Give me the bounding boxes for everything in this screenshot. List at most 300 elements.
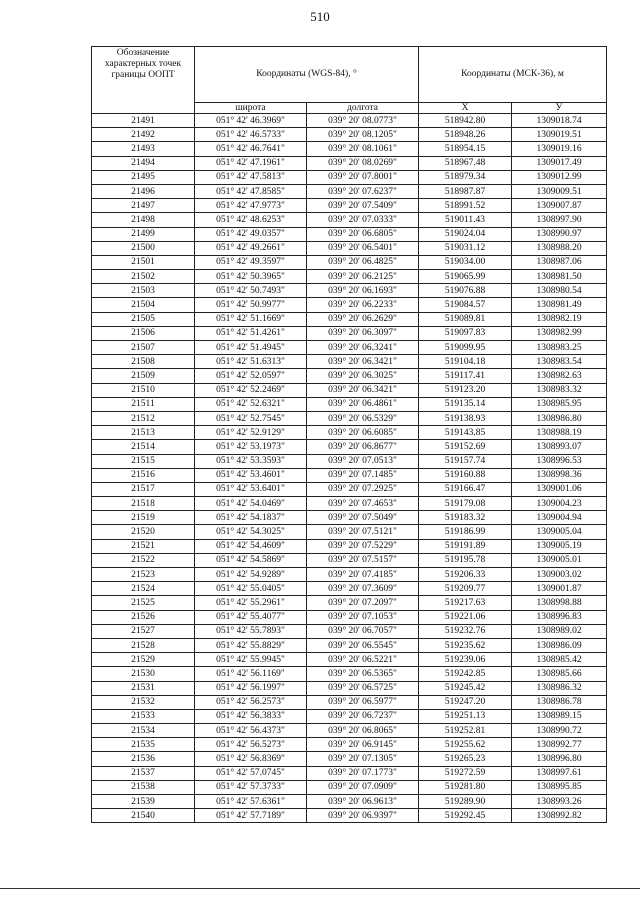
- header-longitude: долгота: [307, 103, 419, 114]
- cell-latitude: 051° 42' 56.5273": [195, 738, 307, 752]
- cell-y: 1308981.50: [512, 270, 607, 284]
- cell-latitude: 051° 42' 56.4373": [195, 724, 307, 738]
- cell-x: 519135.14: [419, 397, 512, 411]
- cell-y: 1308989.15: [512, 709, 607, 723]
- table-row: [92, 709, 607, 723]
- cell-x: 519138.93: [419, 411, 512, 425]
- cell-y: 1309019.16: [512, 142, 607, 156]
- cell-point-id: 21520: [92, 525, 195, 539]
- cell-y: 1308983.32: [512, 383, 607, 397]
- cell-y: 1308985.95: [512, 397, 607, 411]
- cell-latitude: 051° 42' 57.3733": [195, 780, 307, 794]
- cell-longitude: 039° 20' 06.5221": [307, 653, 419, 667]
- cell-x: 518979.34: [419, 170, 512, 184]
- cell-x: 519235.62: [419, 638, 512, 652]
- cell-latitude: 051° 42' 57.7189": [195, 809, 307, 823]
- cell-point-id: 21528: [92, 638, 195, 652]
- cell-y: 1308982.99: [512, 326, 607, 340]
- cell-y: 1309005.19: [512, 539, 607, 553]
- cell-latitude: 051° 42' 52.9129": [195, 426, 307, 440]
- cell-x: 519239.06: [419, 653, 512, 667]
- cell-longitude: 039° 20' 06.3421": [307, 355, 419, 369]
- cell-point-id: 21503: [92, 284, 195, 298]
- cell-x: 519179.08: [419, 497, 512, 511]
- cell-longitude: 039° 20' 06.5725": [307, 681, 419, 695]
- table-row: [92, 284, 607, 298]
- cell-latitude: 051° 42' 54.4609": [195, 539, 307, 553]
- cell-y: 1309019.51: [512, 128, 607, 142]
- table-body: [92, 114, 607, 823]
- cell-latitude: 051° 42' 57.6361": [195, 795, 307, 809]
- cell-latitude: 051° 42' 48.6253": [195, 213, 307, 227]
- cell-y: 1309005.01: [512, 553, 607, 567]
- cell-point-id: 21535: [92, 738, 195, 752]
- cell-longitude: 039° 20' 06.7057": [307, 624, 419, 638]
- cell-point-id: 21524: [92, 582, 195, 596]
- cell-longitude: 039° 20' 06.4825": [307, 255, 419, 269]
- cell-longitude: 039° 20' 07.5229": [307, 539, 419, 553]
- cell-longitude: 039° 20' 06.2125": [307, 270, 419, 284]
- cell-x: 519031.12: [419, 241, 512, 255]
- cell-x: 519247.20: [419, 695, 512, 709]
- cell-latitude: 051° 42' 50.7493": [195, 284, 307, 298]
- cell-x: 518967.48: [419, 156, 512, 170]
- header-msk36: Координаты (МСК-36), м: [419, 47, 607, 103]
- cell-point-id: 21518: [92, 497, 195, 511]
- cell-y: 1308992.77: [512, 738, 607, 752]
- cell-y: 1308987.06: [512, 255, 607, 269]
- cell-longitude: 039° 20' 07.1485": [307, 468, 419, 482]
- cell-longitude: 039° 20' 07.1053": [307, 610, 419, 624]
- cell-point-id: 21502: [92, 270, 195, 284]
- page-number: 510: [310, 9, 330, 24]
- cell-longitude: 039° 20' 06.5977": [307, 695, 419, 709]
- cell-y: 1308986.32: [512, 681, 607, 695]
- table-row: [92, 312, 607, 326]
- cell-point-id: 21509: [92, 369, 195, 383]
- table-row: [92, 341, 607, 355]
- cell-latitude: 051° 42' 46.3969": [195, 114, 307, 128]
- cell-latitude: 051° 42' 49.3597": [195, 255, 307, 269]
- cell-point-id: 21526: [92, 610, 195, 624]
- cell-y: 1309012.99: [512, 170, 607, 184]
- cell-y: 1308988.20: [512, 241, 607, 255]
- cell-latitude: 051° 42' 47.8585": [195, 184, 307, 198]
- cell-y: 1309001.87: [512, 582, 607, 596]
- cell-latitude: 051° 42' 51.1669": [195, 312, 307, 326]
- cell-y: 1308996.83: [512, 610, 607, 624]
- cell-x: 519195.78: [419, 553, 512, 567]
- cell-latitude: 051° 42' 55.2961": [195, 596, 307, 610]
- cell-latitude: 051° 42' 49.2661": [195, 241, 307, 255]
- cell-point-id: 21514: [92, 440, 195, 454]
- cell-point-id: 21534: [92, 724, 195, 738]
- cell-x: 519281.80: [419, 780, 512, 794]
- cell-latitude: 051° 42' 56.2573": [195, 695, 307, 709]
- cell-point-id: 21517: [92, 482, 195, 496]
- cell-point-id: 21499: [92, 227, 195, 241]
- table-row: [92, 270, 607, 284]
- cell-latitude: 051° 42' 54.0469": [195, 497, 307, 511]
- cell-point-id: 21495: [92, 170, 195, 184]
- cell-latitude: 051° 42' 55.8829": [195, 638, 307, 652]
- table-row: [92, 184, 607, 198]
- cell-latitude: 051° 42' 46.7641": [195, 142, 307, 156]
- cell-longitude: 039° 20' 07.1773": [307, 766, 419, 780]
- cell-longitude: 039° 20' 06.3097": [307, 326, 419, 340]
- cell-point-id: 21492: [92, 128, 195, 142]
- cell-longitude: 039° 20' 06.5365": [307, 667, 419, 681]
- header-latitude: широта: [195, 103, 307, 114]
- cell-y: 1309003.02: [512, 568, 607, 582]
- table-row: [92, 369, 607, 383]
- cell-y: 1308990.72: [512, 724, 607, 738]
- table-row: [92, 610, 607, 624]
- table-row: [92, 142, 607, 156]
- cell-longitude: 039° 20' 07.2097": [307, 596, 419, 610]
- cell-point-id: 21536: [92, 752, 195, 766]
- table-row: [92, 326, 607, 340]
- cell-x: 519143.85: [419, 426, 512, 440]
- bottom-divider: [0, 888, 640, 889]
- cell-longitude: 039° 20' 07.5157": [307, 553, 419, 567]
- cell-x: 519186.99: [419, 525, 512, 539]
- cell-y: 1309009.51: [512, 184, 607, 198]
- cell-point-id: 21530: [92, 667, 195, 681]
- cell-latitude: 051° 42' 55.9945": [195, 653, 307, 667]
- cell-latitude: 051° 42' 55.4077": [195, 610, 307, 624]
- cell-x: 519191.89: [419, 539, 512, 553]
- table-row: [92, 454, 607, 468]
- cell-longitude: 039° 20' 07.8001": [307, 170, 419, 184]
- cell-latitude: 051° 42' 54.5869": [195, 553, 307, 567]
- cell-x: 519265.23: [419, 752, 512, 766]
- table-row: [92, 724, 607, 738]
- cell-longitude: 039° 20' 08.1061": [307, 142, 419, 156]
- cell-y: 1309001.06: [512, 482, 607, 496]
- table-row: [92, 411, 607, 425]
- cell-y: 1308982.19: [512, 312, 607, 326]
- cell-x: 519289.90: [419, 795, 512, 809]
- table-row: [92, 511, 607, 525]
- header-point-id: [92, 47, 195, 114]
- table-row: [92, 596, 607, 610]
- cell-point-id: 21523: [92, 568, 195, 582]
- cell-point-id: 21538: [92, 780, 195, 794]
- cell-point-id: 21519: [92, 511, 195, 525]
- cell-point-id: 21493: [92, 142, 195, 156]
- table-row: [92, 624, 607, 638]
- cell-x: 519097.83: [419, 326, 512, 340]
- cell-y: 1308990.97: [512, 227, 607, 241]
- cell-y: 1309004.94: [512, 511, 607, 525]
- cell-longitude: 039° 20' 06.2629": [307, 312, 419, 326]
- table-row: [92, 114, 607, 128]
- table-row: [92, 298, 607, 312]
- cell-latitude: 051° 42' 52.2469": [195, 383, 307, 397]
- cell-longitude: 039° 20' 06.9613": [307, 795, 419, 809]
- cell-x: 519157.74: [419, 454, 512, 468]
- cell-y: 1308995.85: [512, 780, 607, 794]
- cell-y: 1308986.09: [512, 638, 607, 652]
- cell-y: 1309018.74: [512, 114, 607, 128]
- table-row: [92, 255, 607, 269]
- header-wgs84: Координаты (WGS-84), °: [195, 47, 419, 103]
- cell-y: 1308992.82: [512, 809, 607, 823]
- cell-point-id: 21504: [92, 298, 195, 312]
- cell-longitude: 039° 20' 07.2925": [307, 482, 419, 496]
- table-row: [92, 695, 607, 709]
- cell-y: 1308996.80: [512, 752, 607, 766]
- cell-latitude: 051° 42' 54.3025": [195, 525, 307, 539]
- cell-longitude: 039° 20' 06.3241": [307, 341, 419, 355]
- cell-latitude: 051° 42' 53.1973": [195, 440, 307, 454]
- table-row: [92, 795, 607, 809]
- cell-longitude: 039° 20' 06.5329": [307, 411, 419, 425]
- cell-latitude: 051° 42' 52.7545": [195, 411, 307, 425]
- cell-point-id: 21494: [92, 156, 195, 170]
- table-row: [92, 525, 607, 539]
- cell-y: 1308997.90: [512, 213, 607, 227]
- cell-x: 518987.87: [419, 184, 512, 198]
- cell-x: 519104.18: [419, 355, 512, 369]
- cell-longitude: 039° 20' 07.0513": [307, 454, 419, 468]
- cell-longitude: 039° 20' 06.5401": [307, 241, 419, 255]
- table-row: [92, 653, 607, 667]
- table-row: [92, 199, 607, 213]
- cell-longitude: 039° 20' 06.3025": [307, 369, 419, 383]
- cell-y: 1309004.23: [512, 497, 607, 511]
- cell-y: 1308997.61: [512, 766, 607, 780]
- cell-x: 519166.47: [419, 482, 512, 496]
- table-row: [92, 468, 607, 482]
- cell-longitude: 039° 20' 07.0333": [307, 213, 419, 227]
- cell-y: 1308982.63: [512, 369, 607, 383]
- cell-longitude: 039° 20' 07.3609": [307, 582, 419, 596]
- cell-x: 519034.00: [419, 255, 512, 269]
- cell-latitude: 051° 42' 57.0745": [195, 766, 307, 780]
- cell-y: 1308980.54: [512, 284, 607, 298]
- cell-longitude: 039° 20' 07.4653": [307, 497, 419, 511]
- cell-latitude: 051° 42' 54.1837": [195, 511, 307, 525]
- cell-y: 1308996.53: [512, 454, 607, 468]
- coordinates-table: [91, 46, 607, 823]
- cell-point-id: 21510: [92, 383, 195, 397]
- cell-point-id: 21511: [92, 397, 195, 411]
- table-row: [92, 397, 607, 411]
- cell-x: 519089.81: [419, 312, 512, 326]
- table-row: [92, 568, 607, 582]
- cell-x: 519242.85: [419, 667, 512, 681]
- cell-point-id: 21537: [92, 766, 195, 780]
- cell-longitude: 039° 20' 06.3421": [307, 383, 419, 397]
- cell-longitude: 039° 20' 08.0773": [307, 114, 419, 128]
- cell-point-id: 21500: [92, 241, 195, 255]
- cell-longitude: 039° 20' 06.4861": [307, 397, 419, 411]
- table-row: [92, 766, 607, 780]
- cell-x: 518942.80: [419, 114, 512, 128]
- cell-longitude: 039° 20' 06.6805": [307, 227, 419, 241]
- cell-longitude: 039° 20' 08.0269": [307, 156, 419, 170]
- cell-x: 518954.15: [419, 142, 512, 156]
- cell-x: 519160.88: [419, 468, 512, 482]
- cell-x: 519183.32: [419, 511, 512, 525]
- cell-latitude: 051° 42' 50.3965": [195, 270, 307, 284]
- cell-point-id: 21515: [92, 454, 195, 468]
- cell-x: 519065.99: [419, 270, 512, 284]
- cell-y: 1309005.04: [512, 525, 607, 539]
- cell-latitude: 051° 42' 47.5813": [195, 170, 307, 184]
- cell-x: 518991.52: [419, 199, 512, 213]
- cell-latitude: 051° 42' 55.0405": [195, 582, 307, 596]
- table-row: [92, 667, 607, 681]
- cell-latitude: 051° 42' 52.6321": [195, 397, 307, 411]
- cell-latitude: 051° 42' 56.1997": [195, 681, 307, 695]
- cell-x: 519292.45: [419, 809, 512, 823]
- cell-longitude: 039° 20' 07.5409": [307, 199, 419, 213]
- cell-x: 519123.20: [419, 383, 512, 397]
- cell-x: 519117.41: [419, 369, 512, 383]
- cell-longitude: 039° 20' 06.7237": [307, 709, 419, 723]
- cell-longitude: 039° 20' 06.2233": [307, 298, 419, 312]
- cell-point-id: 21532: [92, 695, 195, 709]
- table-row: [92, 752, 607, 766]
- cell-longitude: 039° 20' 07.0909": [307, 780, 419, 794]
- cell-x: 519255.62: [419, 738, 512, 752]
- cell-y: 1308983.25: [512, 341, 607, 355]
- table-row: [92, 156, 607, 170]
- cell-x: 519152.69: [419, 440, 512, 454]
- cell-x: 519217.63: [419, 596, 512, 610]
- cell-point-id: 21540: [92, 809, 195, 823]
- cell-point-id: 21522: [92, 553, 195, 567]
- table-row: [92, 497, 607, 511]
- cell-x: 519076.88: [419, 284, 512, 298]
- table-row: [92, 170, 607, 184]
- cell-latitude: 051° 42' 51.4945": [195, 341, 307, 355]
- cell-y: 1308998.88: [512, 596, 607, 610]
- cell-point-id: 21539: [92, 795, 195, 809]
- cell-point-id: 21506: [92, 326, 195, 340]
- table-row: [92, 383, 607, 397]
- table-row: [92, 681, 607, 695]
- cell-longitude: 039° 20' 06.8065": [307, 724, 419, 738]
- cell-latitude: 051° 42' 56.3833": [195, 709, 307, 723]
- cell-longitude: 039° 20' 06.8677": [307, 440, 419, 454]
- cell-point-id: 21508: [92, 355, 195, 369]
- cell-point-id: 21505: [92, 312, 195, 326]
- table-row: [92, 426, 607, 440]
- cell-point-id: 21531: [92, 681, 195, 695]
- cell-x: 519252.81: [419, 724, 512, 738]
- cell-longitude: 039° 20' 07.4185": [307, 568, 419, 582]
- cell-latitude: 051° 42' 53.3593": [195, 454, 307, 468]
- cell-latitude: 051° 42' 53.6401": [195, 482, 307, 496]
- cell-x: 519245.42: [419, 681, 512, 695]
- cell-point-id: 21516: [92, 468, 195, 482]
- table-row: [92, 809, 607, 823]
- cell-x: 519251.13: [419, 709, 512, 723]
- cell-x: 519221.06: [419, 610, 512, 624]
- cell-longitude: 039° 20' 06.6085": [307, 426, 419, 440]
- header-x: X: [419, 103, 512, 114]
- cell-point-id: 21525: [92, 596, 195, 610]
- cell-x: 519206.33: [419, 568, 512, 582]
- cell-longitude: 039° 20' 08.1205": [307, 128, 419, 142]
- cell-x: 519011.43: [419, 213, 512, 227]
- cell-y: 1308985.42: [512, 653, 607, 667]
- table-row: [92, 440, 607, 454]
- cell-x: 519232.76: [419, 624, 512, 638]
- cell-point-id: 21501: [92, 255, 195, 269]
- cell-x: 519099.95: [419, 341, 512, 355]
- cell-y: 1308998.36: [512, 468, 607, 482]
- cell-y: 1308985.66: [512, 667, 607, 681]
- table-row: [92, 355, 607, 369]
- cell-latitude: 051° 42' 49.0357": [195, 227, 307, 241]
- cell-x: 519084.57: [419, 298, 512, 312]
- cell-point-id: 21527: [92, 624, 195, 638]
- header-point-id-text: Обозначение характерных точек границы ООПТ: [104, 48, 182, 80]
- cell-longitude: 039° 20' 07.5049": [307, 511, 419, 525]
- cell-point-id: 21497: [92, 199, 195, 213]
- cell-y: 1308981.49: [512, 298, 607, 312]
- cell-point-id: 21512: [92, 411, 195, 425]
- table-row: [92, 582, 607, 596]
- cell-latitude: 051° 42' 56.8369": [195, 752, 307, 766]
- cell-latitude: 051° 42' 50.9977": [195, 298, 307, 312]
- cell-longitude: 039° 20' 06.9145": [307, 738, 419, 752]
- cell-x: 519209.77: [419, 582, 512, 596]
- cell-latitude: 051° 42' 54.9289": [195, 568, 307, 582]
- cell-point-id: 21529: [92, 653, 195, 667]
- cell-longitude: 039° 20' 07.5121": [307, 525, 419, 539]
- cell-latitude: 051° 42' 53.4601": [195, 468, 307, 482]
- table-row: [92, 241, 607, 255]
- cell-point-id: 21491: [92, 114, 195, 128]
- cell-latitude: 051° 42' 55.7893": [195, 624, 307, 638]
- cell-y: 1308988.19: [512, 426, 607, 440]
- cell-point-id: 21513: [92, 426, 195, 440]
- cell-x: 518948.26: [419, 128, 512, 142]
- cell-longitude: 039° 20' 07.6237": [307, 184, 419, 198]
- table-row: [92, 780, 607, 794]
- cell-x: 519272.59: [419, 766, 512, 780]
- cell-latitude: 051° 42' 51.4261": [195, 326, 307, 340]
- cell-latitude: 051° 42' 52.0597": [195, 369, 307, 383]
- cell-point-id: 21533: [92, 709, 195, 723]
- cell-latitude: 051° 42' 47.1961": [195, 156, 307, 170]
- cell-longitude: 039° 20' 07.1305": [307, 752, 419, 766]
- table-row: [92, 213, 607, 227]
- cell-x: 519024.04: [419, 227, 512, 241]
- cell-point-id: 21498: [92, 213, 195, 227]
- table-row: [92, 227, 607, 241]
- cell-latitude: 051° 42' 47.9773": [195, 199, 307, 213]
- table-row: [92, 553, 607, 567]
- cell-longitude: 039° 20' 06.9397": [307, 809, 419, 823]
- cell-y: 1308989.02: [512, 624, 607, 638]
- cell-y: 1308983.54: [512, 355, 607, 369]
- cell-point-id: 21521: [92, 539, 195, 553]
- header-y: У: [512, 103, 607, 114]
- cell-y: 1308986.80: [512, 411, 607, 425]
- table-row: [92, 539, 607, 553]
- cell-point-id: 21507: [92, 341, 195, 355]
- cell-y: 1308993.07: [512, 440, 607, 454]
- cell-latitude: 051° 42' 46.5733": [195, 128, 307, 142]
- cell-y: 1309017.49: [512, 156, 607, 170]
